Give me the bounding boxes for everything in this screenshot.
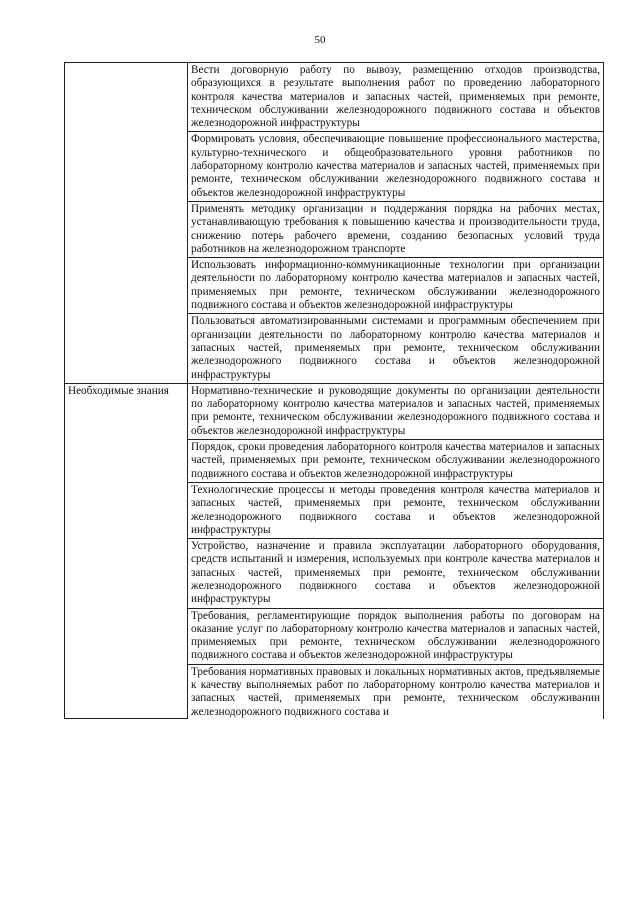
row-label-cell <box>65 63 188 384</box>
page-number: 50 <box>314 34 326 46</box>
skill-item: Применять методику организации и поддержания порядка на рабочих местах, устанавливающую требования к повышению качества и производительности труда, снижению потерь рабочего времени, созданию безопасных условий труда работников на железнодорожном транспорте <box>188 201 604 257</box>
knowledge-item: Порядок, сроки проведения лабораторного контроля качества материалов и запасных частей, применяемых при ремонте, техническом обслуживании железнодорожного подвижного состава и объектов железнодорожной инфраструктуры <box>188 440 604 483</box>
skill-item: Вести договорную работу по вывозу, размещению отходов производства, образующихся в результате выполнения работ по проведению лабораторного контроля качества материалов и запасных частей, применяемых при ремонте, техническом обслуживании железнодорожного подвижного состава и объектов железнодорожной инфраструктуры <box>188 63 604 132</box>
requirements-table <box>64 62 604 719</box>
skill-item: Пользоваться автоматизированными системами и программным обеспечением при организации деятельности по лабораторному контролю качества материалов и запасных частей, применяемых при ремонте, техническом обслуживании железнодорожного подвижного состава и объектов железнодорожной инфраструктуры <box>188 314 604 383</box>
knowledge-item: Требования, регламентирующие порядок выполнения работы по договорам на оказание услуг по лабораторному контролю качества материалов и запасных частей, применяемых при ремонте, техническом обслуживании железнодорожного подвижного состава и объектов железнодорожной инфраструктуры <box>188 608 604 664</box>
table-row <box>65 63 604 132</box>
knowledge-item: Устройство, назначение и правила эксплуатации лабораторного оборудования, средств испытаний и измерения, используемых при контроле качества материалов и запасных частей, применяемых при ремонте, техническом обслуживании железнодорожного подвижного состава и объектов железнодорожной инфраструктуры <box>188 539 604 608</box>
table-row <box>65 383 604 439</box>
knowledge-item: Технологические процессы и методы проведения контроля качества материалов и запасных частей, применяемых при ремонте, техническом обслуживании железнодорожного подвижного состава и объектов железнодорожной инфраструктуры <box>188 482 604 538</box>
skill-item: Использовать информационно-коммуникационные технологии при организации деятельности по лабораторному контролю качества материалов и запасных частей, применяемых при ремонте, техническом обслуживании железнодорожного подвижного состава и объектов железнодорожной инфраструктуры <box>188 258 604 314</box>
skill-item: Формировать условия, обеспечивающие повышение профессионального мастерства, культурно-технического и общеобразовательного уровня работников по лабораторному контролю качества материалов и запасных частей, применяемых при ремонте, техническом обслуживании железнодорожного подвижного состава и объектов железнодорожной инфраструктуры <box>188 132 604 201</box>
required-knowledge-label: Необходимые знания <box>65 383 188 719</box>
knowledge-item: Нормативно-технические и руководящие документы по организации деятельности по лабораторному контролю качества материалов и запасных частей, применяемых при ремонте, техническом обслуживании железнодорожного подвижного состава и объектов железнодорожной инфраструктуры <box>188 383 604 439</box>
knowledge-item: Требования нормативных правовых и локальных нормативных актов, предъявляемые к качеству выполняемых работ по лабораторному контролю качества материалов и запасных частей, применяемых при ремонте, техническом обслуживании железнодорожного подвижного состава и <box>188 664 604 719</box>
